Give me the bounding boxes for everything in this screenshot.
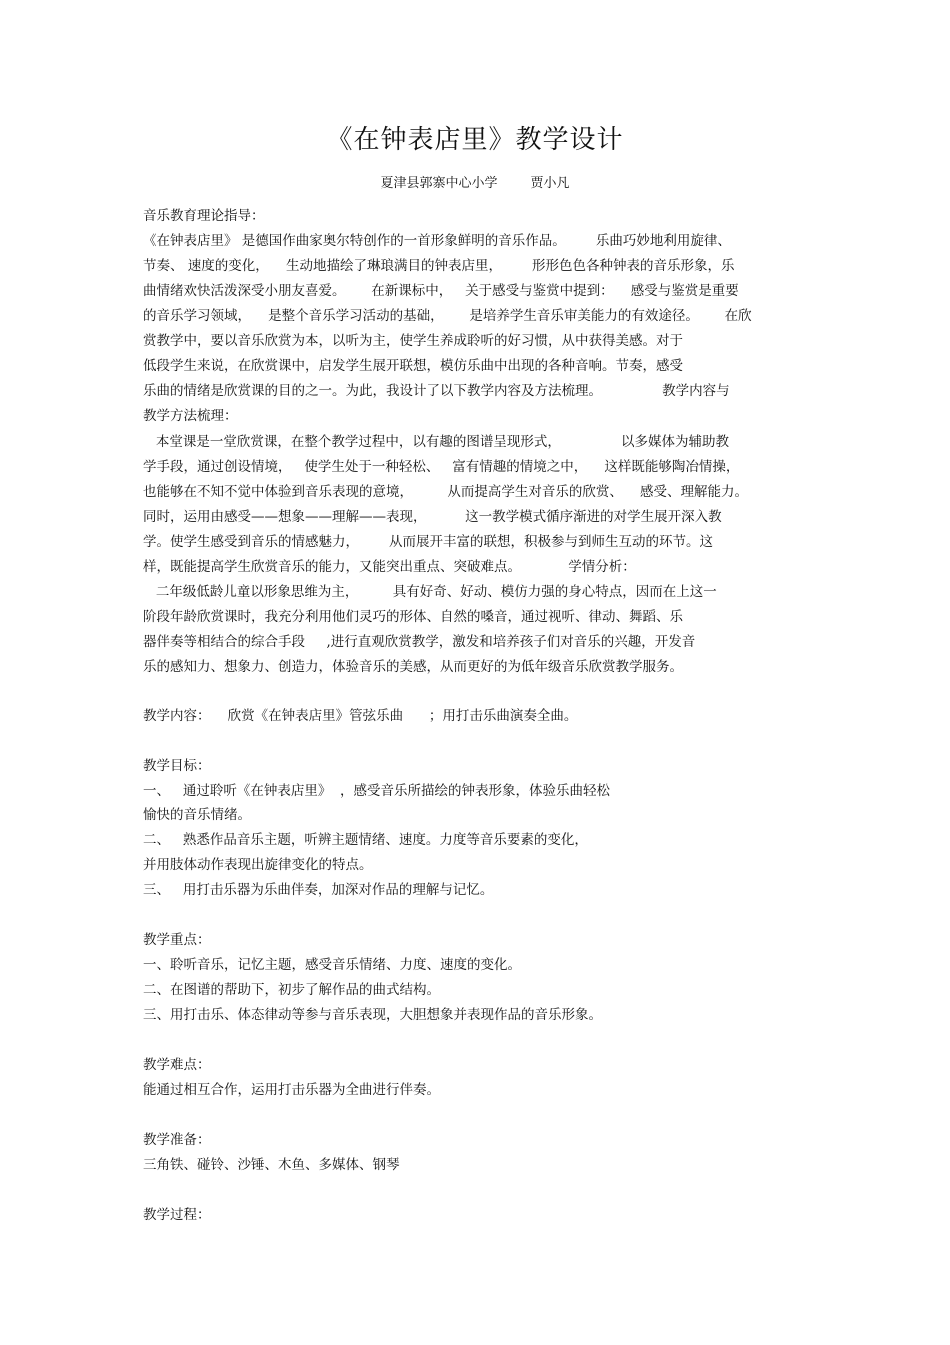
text-line: 曲情绪欢快活泼深受小朋友喜爱。 在新课标中， 关于感受与鉴赏中提到： 感受与鉴赏是重要: [143, 283, 739, 299]
section-heading-process: 教学过程：: [143, 1207, 211, 1223]
text-line: 《在钟表店里》 是德国作曲家奥尔特创作的一首形象鲜明的音乐作品。 乐曲巧妙地利用旋律、: [143, 233, 731, 249]
text-line: 教学方法梳理：: [143, 408, 238, 424]
text-line: 二年级低龄儿童以形象思维为主， 具有好奇、好动、模仿力强的身心特点，因而在上这一: [143, 584, 717, 600]
section-heading-preparation: 教学准备：: [143, 1132, 211, 1148]
teaching-content: 教学内容： 欣赏《在钟表店里》管弦乐曲 ；用打击乐曲演奏全曲。: [143, 708, 578, 724]
text-line: 能通过相互合作，运用打击乐器为全曲进行伴奏。: [143, 1082, 440, 1098]
section-heading-objectives: 教学目标：: [143, 758, 211, 774]
text-line: 本堂课是一堂欣赏课，在整个教学过程中，以有趣的图谱呈现形式， 以多媒体为辅助教: [143, 434, 729, 450]
text-line: 样，既能提高学生欣赏音乐的能力，又能突出重点、突破难点。 学情分析：: [143, 559, 636, 575]
section-heading-difficulties: 教学难点：: [143, 1057, 211, 1073]
text-line: 一、聆听音乐，记忆主题，感受音乐情绪、力度、速度的变化。: [143, 957, 521, 973]
text-line: 并用肢体动作表现出旋律变化的特点。: [143, 857, 373, 873]
text-line: 愉快的音乐情绪。: [143, 807, 251, 823]
text-line: 赏教学中，要以音乐欣赏为本，以听为主，使学生养成聆听的好习惯，从中获得美感。对于: [143, 333, 683, 349]
text-line: 也能够在不知不觉中体验到音乐表现的意境， 从而提高学生对音乐的欣赏、 感受、理解能力。: [143, 484, 748, 500]
text-line: 器伴奏等相结合的综合手段 ,进行直观欣赏教学，激发和培养孩子们对音乐的兴趣，开发音: [143, 634, 696, 650]
document-title: 《在钟表店里》教学设计: [326, 125, 624, 155]
text-line: 同时，运用由感受——想象——理解——表现， 这一教学模式循序渐进的对学生展开深入教: [143, 509, 722, 525]
section-heading-key-points: 教学重点：: [143, 932, 211, 948]
text-line: 三角铁、碰铃、沙锤、木鱼、多媒体、钢琴: [143, 1157, 400, 1173]
text-line: 的音乐学习领域， 是整个音乐学习活动的基础， 是培养学生音乐审美能力的有效途径。 在欣: [143, 308, 752, 324]
text-line: 乐曲的情绪是欣赏课的目的之一。为此，我设计了以下教学内容及方法梳理。 教学内容与: [143, 383, 730, 399]
text-line: 乐的感知力、想象力、创造力，体验音乐的美感，从而更好的为低年级音乐欣赏教学服务。: [143, 659, 683, 675]
text-line: 节奏、 速度的变化， 生动地描绘了琳琅满目的钟表店里， 形形色色各种钟表的音乐形象，乐: [143, 258, 735, 274]
author-line: 夏津县郭寨中心小学 贾小凡: [380, 176, 570, 191]
text-line: 低段学生来说，在欣赏课中，启发学生展开联想，模仿乐曲中出现的各种音响。节奏，感受: [143, 358, 683, 374]
text-line: 学手段，通过创设情境， 使学生处于一种轻松、 富有情趣的情境之中， 这样既能够陶冶情操，: [143, 459, 740, 475]
text-line: 三、用打击乐、体态律动等参与音乐表现，大胆想象并表现作品的音乐形象。: [143, 1007, 602, 1023]
text-line: 二、在图谱的帮助下，初步了解作品的曲式结构。: [143, 982, 440, 998]
text-line: 二、 熟悉作品音乐主题，听辨主题情绪、速度。力度等音乐要素的变化，: [143, 832, 588, 848]
text-line: 音乐教育理论指导：: [143, 208, 265, 224]
text-line: 一、 通过聆听《在钟表店里》 ，感受音乐所描绘的钟表形象，体验乐曲轻松: [143, 783, 610, 799]
text-line: 阶段年龄欣赏课时，我充分利用他们灵巧的形体、自然的嗓音，通过视听、律动、舞蹈、乐: [143, 609, 683, 625]
text-line: 学。使学生感受到音乐的情感魅力， 从而展开丰富的联想，积极参与到师生互动的环节。这: [143, 534, 714, 550]
text-line: 三、 用打击乐器为乐曲伴奏，加深对作品的理解与记忆。: [143, 882, 494, 898]
